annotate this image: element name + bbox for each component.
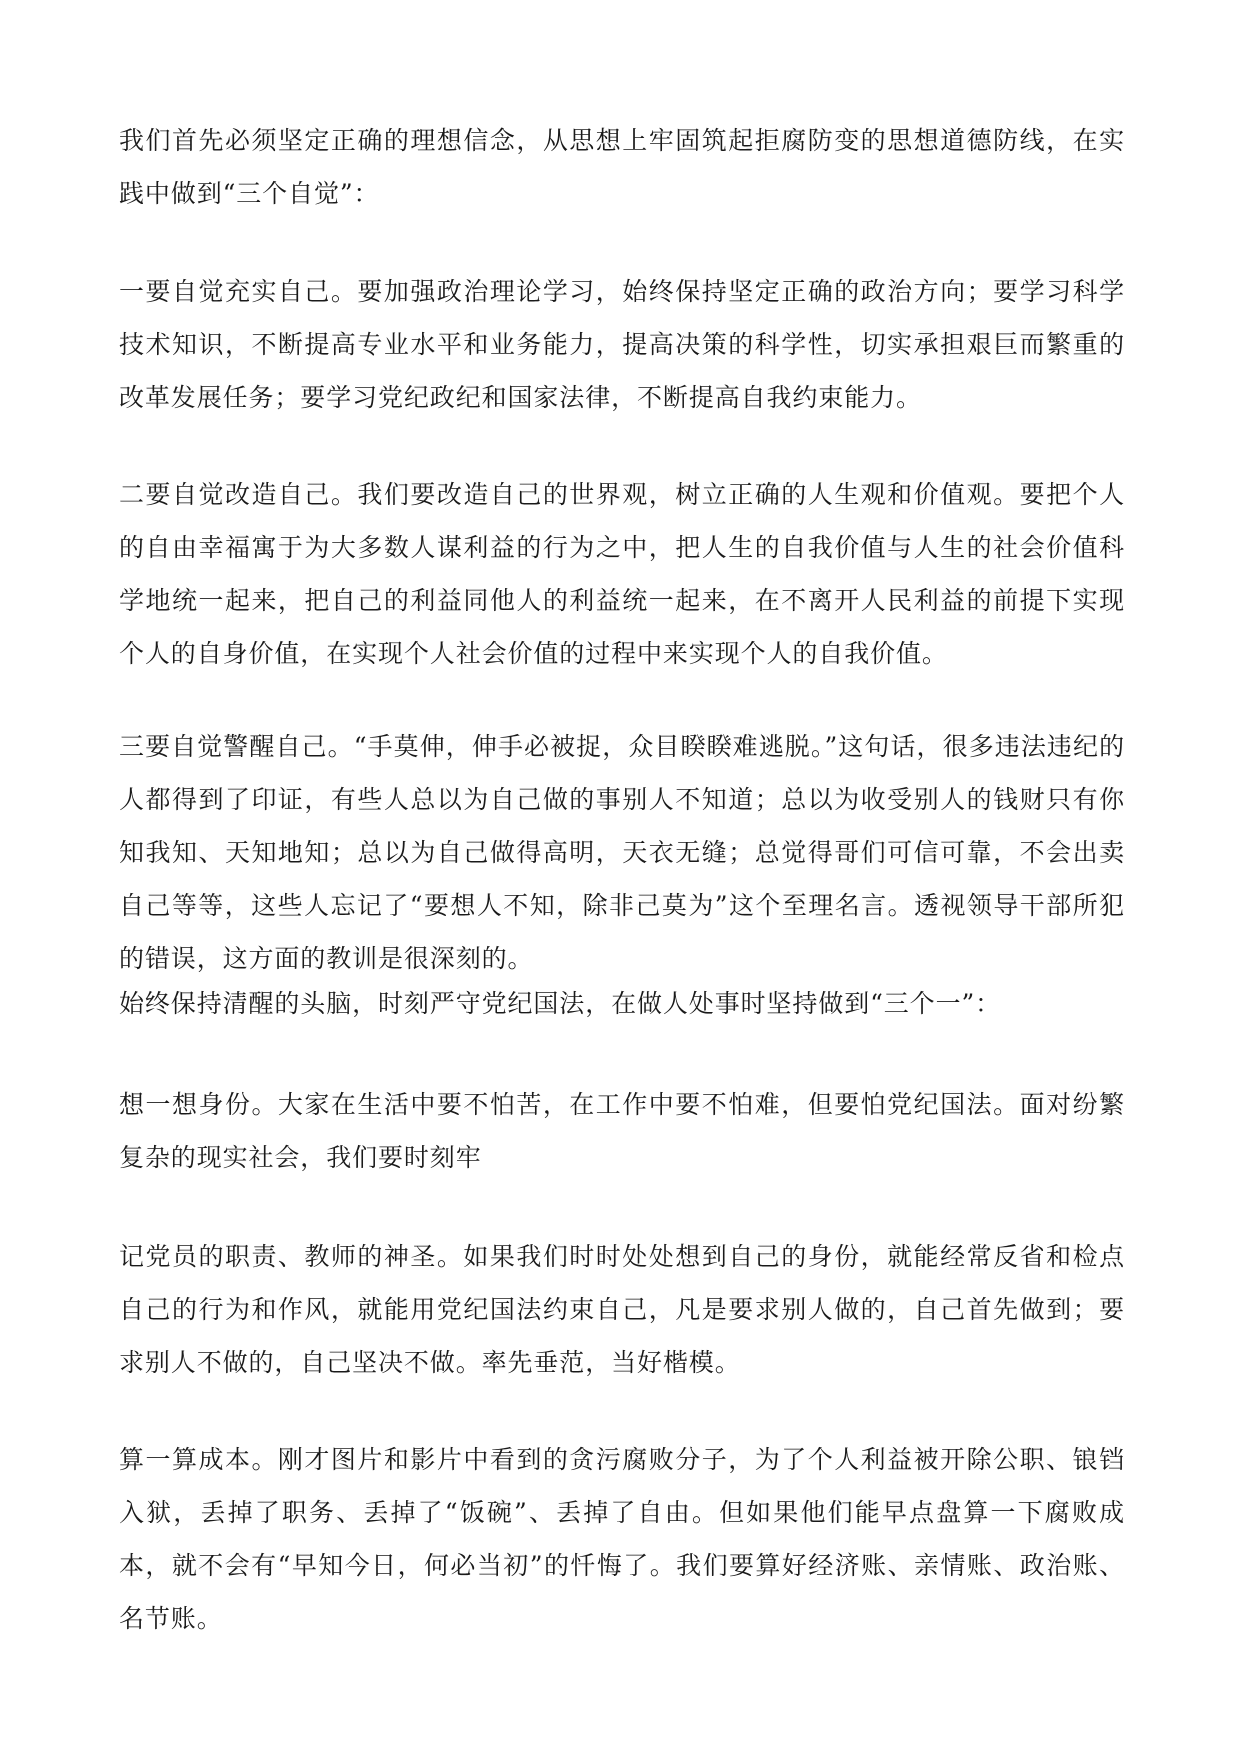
paragraph-calculate-cost: 算一算成本。刚才图片和影片中看到的贪污腐败分子，为了个人利益被开除公职、锒铛入狱，丢掉了职务、丢掉了“饭碗”、丢掉了自由。但如果他们能早点盘算一下腐败成本，就不会有“早知今日，何必当初”的忏悔了。我们要算好经济账、亲情账、政治账、名节账。 <box>119 1445 1125 1633</box>
paragraph-alert-oneself: 三要自觉警醒自己。“手莫伸，伸手必被捉，众目睽睽难逃脱。”这句话，很多违法违纪的人都得到了印证，有些人总以为自己做的事别人不知道；总以为收受别人的钱财只有你知我知、天知地知；总以为自己做得高明，天衣无缝；总觉得哥们可信可靠，不会出卖自己等等，这些人忘记了“要想人不知，除非己莫为”这个至理名言。透视领导干部所犯的错误，这方面的教训是很深刻的。 <box>119 732 1125 973</box>
paragraph-think-identity: 想一想身份。大家在生活中要不怕苦，在工作中要不怕难，但要怕党纪国法。面对纷繁复杂的现实社会，我们要时刻牢 <box>119 1090 1125 1172</box>
paragraph-three-consciousnesses-intro: 我们首先必须坚定正确的理想信念，从思想上牢固筑起拒腐防变的思想道德防线，在实践中做到“三个自觉”： <box>119 126 1125 208</box>
paragraph-three-ones-intro: 始终保持清醒的头脑，时刻严守党纪国法，在做人处事时坚持做到“三个一”： <box>119 989 1002 1018</box>
paragraph-enrich-oneself: 一要自觉充实自己。要加强政治理论学习，始终保持坚定正确的政治方向；要学习科学技术知识，不断提高专业水平和业务能力，提高决策的科学性，切实承担艰巨而繁重的改革发展任务；要学习党纪政纪和国家法律，不断提高自我约束能力。 <box>119 277 1125 412</box>
paragraph-identity-continued: 记党员的职责、教师的神圣。如果我们时时处处想到自己的身份，就能经常反省和检点自己的行为和作风，就能用党纪国法约束自己，凡是要求别人做的，自己首先做到；要求别人不做的，自己坚决不做。率先垂范，当好楷模。 <box>119 1242 1125 1377</box>
paragraph-reform-oneself: 二要自觉改造自己。我们要改造自己的世界观，树立正确的人生观和价值观。要把个人的自由幸福寓于为大多数人谋利益的行为之中，把人生的自我价值与人生的社会价值科学地统一起来，把自己的利益同他人的利益统一起来，在不离开人民利益的前提下实现个人的自身价值，在实现个人社会价值的过程中来实现个人的自我价值。 <box>119 480 1125 668</box>
